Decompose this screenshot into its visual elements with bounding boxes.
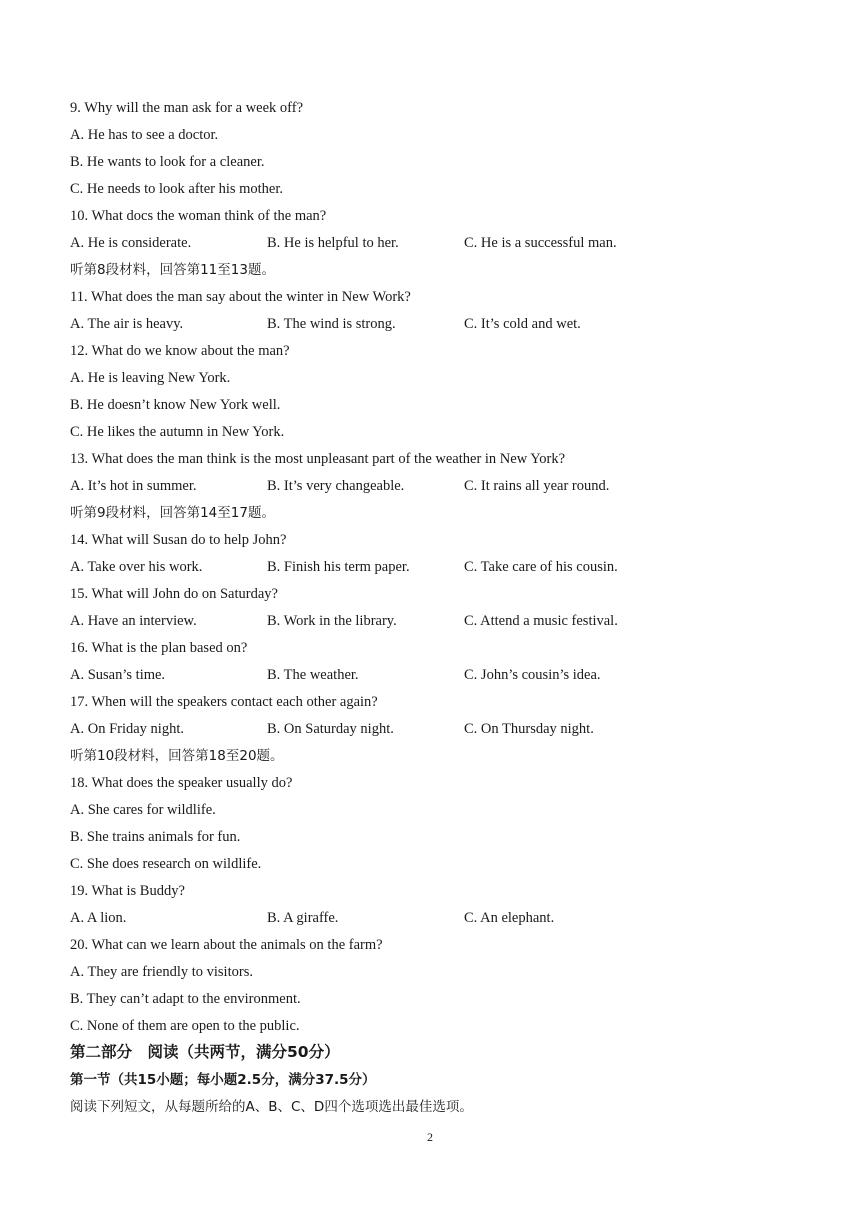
instruction-text: 阅读下列短文，从每题所给的A、B、C、D四个选项选出最佳选项。 bbox=[70, 1099, 473, 1115]
question-text: 12. What do we know about the man? bbox=[70, 343, 290, 359]
option-b: B. On Saturday night. bbox=[267, 721, 394, 737]
instruction-text: 听第10段材料，回答第18至20题。 bbox=[70, 748, 284, 764]
option-line: C. She does research on wildlife. bbox=[70, 856, 262, 872]
option-c: C. On Thursday night. bbox=[464, 721, 594, 737]
question-text: 20. What can we learn about the animals on the farm? bbox=[70, 937, 383, 953]
option-a: A. The air is heavy. bbox=[70, 316, 184, 332]
question-text: 11. What does the man say about the winter in New Work? bbox=[70, 289, 411, 305]
option-c: C. He is a successful man. bbox=[464, 235, 617, 251]
option-b: B. He is helpful to her. bbox=[267, 235, 399, 251]
option-line: C. He needs to look after his mother. bbox=[70, 181, 284, 197]
option-a: A. Take over his work. bbox=[70, 559, 203, 575]
option-b: B. The wind is strong. bbox=[267, 316, 396, 332]
option-line: B. They can’t adapt to the environment. bbox=[70, 991, 301, 1007]
section-heading: 第二部分 阅读（共两节，满分50分） bbox=[70, 1043, 340, 1061]
option-b: B. The weather. bbox=[267, 667, 359, 683]
option-a: A. A lion. bbox=[70, 910, 127, 926]
question-text: 16. What is the plan based on? bbox=[70, 640, 248, 656]
page-number: 2 bbox=[427, 1130, 433, 1144]
subsection-heading: 第一节（共15小题；每小题2.5分，满分37.5分） bbox=[70, 1072, 376, 1088]
option-line: A. He has to see a doctor. bbox=[70, 127, 219, 143]
option-a: A. Have an interview. bbox=[70, 613, 197, 629]
option-b: B. A giraffe. bbox=[267, 910, 339, 926]
question-text: 10. What docs the woman think of the man? bbox=[70, 208, 327, 224]
option-c: C. John’s cousin’s idea. bbox=[464, 667, 601, 683]
option-line: C. None of them are open to the public. bbox=[70, 1018, 300, 1034]
option-c: C. It’s cold and wet. bbox=[464, 316, 581, 332]
option-c: C. An elephant. bbox=[464, 910, 555, 926]
option-b: B. It’s very changeable. bbox=[267, 478, 405, 494]
question-text: 14. What will Susan do to help John? bbox=[70, 532, 287, 548]
option-line: A. He is leaving New York. bbox=[70, 370, 231, 386]
option-b: B. Work in the library. bbox=[267, 613, 397, 629]
option-a: A. On Friday night. bbox=[70, 721, 184, 737]
option-line: A. They are friendly to visitors. bbox=[70, 964, 253, 980]
option-c: C. It rains all year round. bbox=[464, 478, 610, 494]
question-text: 18. What does the speaker usually do? bbox=[70, 775, 293, 791]
option-line: B. She trains animals for fun. bbox=[70, 829, 241, 845]
question-text: 15. What will John do on Saturday? bbox=[70, 586, 278, 602]
question-text: 9. Why will the man ask for a week off? bbox=[70, 100, 304, 116]
option-line: C. He likes the autumn in New York. bbox=[70, 424, 285, 440]
question-text: 13. What does the man think is the most unpleasant part of the weather in New York? bbox=[70, 451, 566, 467]
instruction-text: 听第8段材料，回答第11至13题。 bbox=[70, 262, 275, 278]
question-text: 17. When will the speakers contact each other again? bbox=[70, 694, 378, 710]
option-line: A. She cares for wildlife. bbox=[70, 802, 216, 818]
option-line: B. He wants to look for a cleaner. bbox=[70, 154, 265, 170]
option-a: A. It’s hot in summer. bbox=[70, 478, 197, 494]
option-c: C. Attend a music festival. bbox=[464, 613, 618, 629]
option-c: C. Take care of his cousin. bbox=[464, 559, 618, 575]
option-a: A. Susan’s time. bbox=[70, 667, 166, 683]
option-a: A. He is considerate. bbox=[70, 235, 192, 251]
option-line: B. He doesn’t know New York well. bbox=[70, 397, 281, 413]
instruction-text: 听第9段材料，回答第14至17题。 bbox=[70, 505, 275, 521]
option-b: B. Finish his term paper. bbox=[267, 559, 410, 575]
question-text: 19. What is Buddy? bbox=[70, 883, 185, 899]
